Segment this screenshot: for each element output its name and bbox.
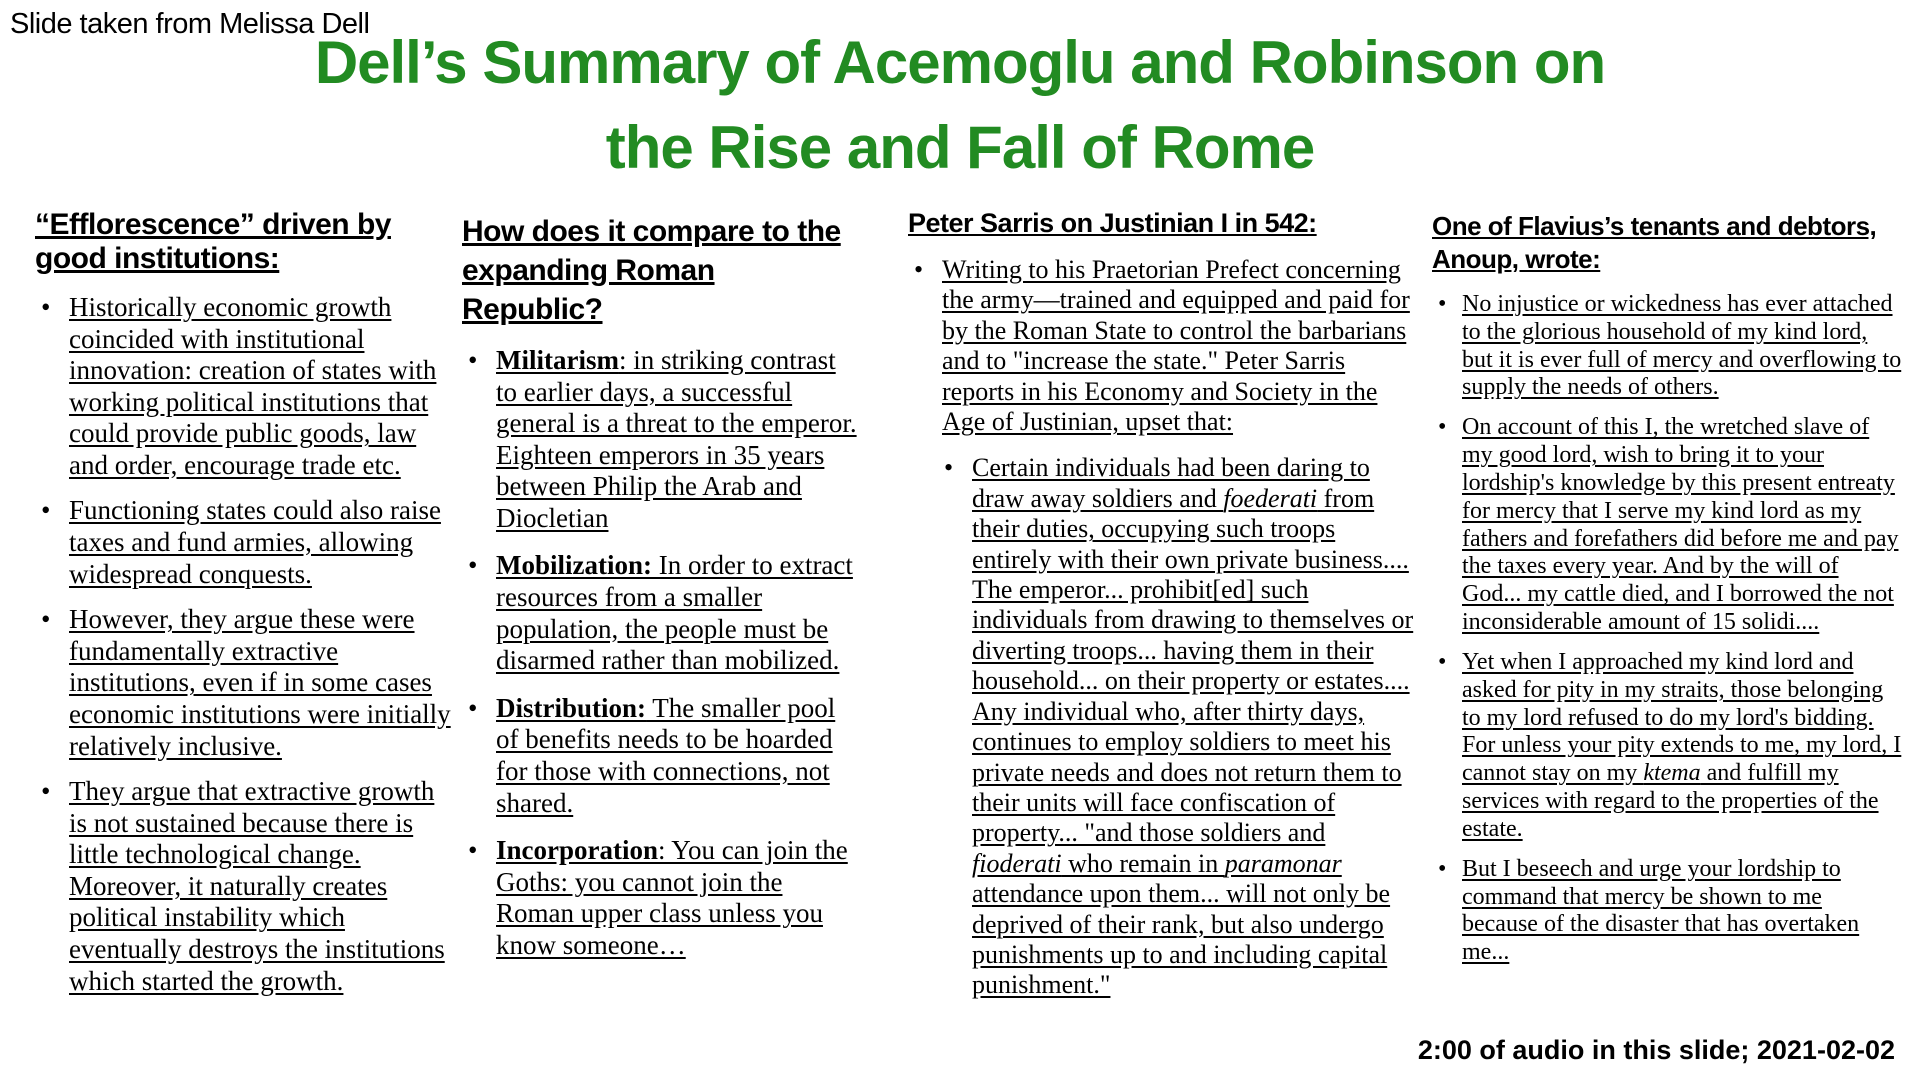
bullet-item: • They argue that extractive growth is not sustained because there is little technological change. Moreover, it naturally creates political instability which eventually destroys the institutions which started the growth. — [35, 776, 455, 997]
bullet-item: • Incorporation: You can join the Goths: you cannot join the Roman upper class unless you know someone… — [462, 835, 862, 961]
column-peter-sarris-heading: Peter Sarris on Justinian I in 542: — [908, 208, 1317, 238]
bullet-item: • On account of this I, the wretched slave of my good lord, wish to bring it to your lordship's knowledge by this present entreaty for mercy that I serve my kind lord as my fathers and forefathers did before me and pay the taxes every year. And by the will of God... my cattle died, and I borrowed the not inconsiderable amount of 15 solidi.... — [1432, 414, 1902, 637]
bullet-item: • Militarism: in striking contrast to earlier days, a successful general is a threat to the emperor. Eighteen emperors in 35 years between Philip the Arab and Diocletian — [462, 345, 862, 534]
column-efflorescence-heading: “Efflorescence” driven by good institutions: — [35, 208, 391, 275]
column-peter-sarris — [908, 208, 1420, 1017]
bullet-item: • However, they argue these were fundamentally extractive institutions, even if in some cases economic institutions were initially relatively inclusive. — [35, 604, 455, 762]
bullet-item: • Writing to his Praetorian Prefect concerning the army—trained and equipped and paid for by the Roman State to control the barbarians and to "increase the state." Peter Sarris reports in his Economy and Society in the Age of Justinian, upset that: — [908, 255, 1420, 437]
bullet-item: • No injustice or wickedness has ever attached to the glorious household of my kind lord, but it is ever full of mercy and overflowing to supply the needs of others. — [1432, 291, 1902, 402]
slide-title-line1: Dell’s Summary of Acemoglu and Robinson on — [314, 29, 1606, 96]
column-peter-sarris-list — [908, 255, 1420, 1001]
slide-credit: Slide taken from Melissa Dell — [10, 8, 370, 40]
bullet-item: • Yet when I approached my kind lord and asked for pity in my straits, those belonging to my lord refused to do my lord's bidding. For unless your pity extends to me, my lord, I cannot stay on my ktema and fulfill my services with regard to the properties of the estate. — [1432, 649, 1902, 844]
bullet-item: • Distribution: The smaller pool of benefits needs to be hoarded for those with connections, not shared. — [462, 693, 862, 819]
column-anoup — [1432, 210, 1902, 979]
column-roman-republic-heading: How does it compare to the expanding Roman Republic? — [462, 215, 841, 326]
slide-title-line2: the Rise and Fall of Rome — [605, 114, 1315, 182]
audio-duration-note: 2:00 of audio in this slide; 2021-02-02 — [1417, 1035, 1895, 1065]
bullet-item: • Functioning states could also raise taxes and fund armies, allowing widespread conquests. — [35, 495, 455, 590]
bullet-item: • But I beseech and urge your lordship to command that mercy be shown to me because of the disaster that has overtaken me... — [1432, 856, 1902, 967]
column-roman-republic-list — [462, 345, 862, 961]
column-efflorescence — [35, 208, 455, 1011]
slide-title — [0, 20, 1920, 190]
column-anoup-heading: One of Flavius’s tenants and debtors, Anoup, wrote: — [1432, 211, 1877, 274]
bullet-item: • Mobilization: In order to extract resources from a smaller population, the people must be disarmed rather than mobilized. — [462, 550, 862, 676]
bullet-item: • Historically economic growth coincided with institutional innovation: creation of states with working political institutions that could provide public goods, law and order, encourage trade etc. — [35, 292, 455, 481]
column-anoup-list — [1432, 291, 1902, 967]
column-roman-republic — [462, 212, 862, 977]
column-efflorescence-list — [35, 292, 455, 997]
bullet-subitem: • Certain individuals had been daring to draw away soldiers and foederati from their duties, occupying such troops entirely with their own private business.... The emperor... prohibit[ed] such individuals from drawing to themselves or diverting troops... having them in their household... on their property or estates.... Any individual who, after thirty days, continues to employ soldiers to meet his private needs and does not return them to their units will face confiscation of property... "and those soldiers and fioderati who remain in paramonar attendance upon them... will not only be deprived of their rank, but also undergo punishments up to and including capital punishment." — [938, 453, 1420, 1000]
